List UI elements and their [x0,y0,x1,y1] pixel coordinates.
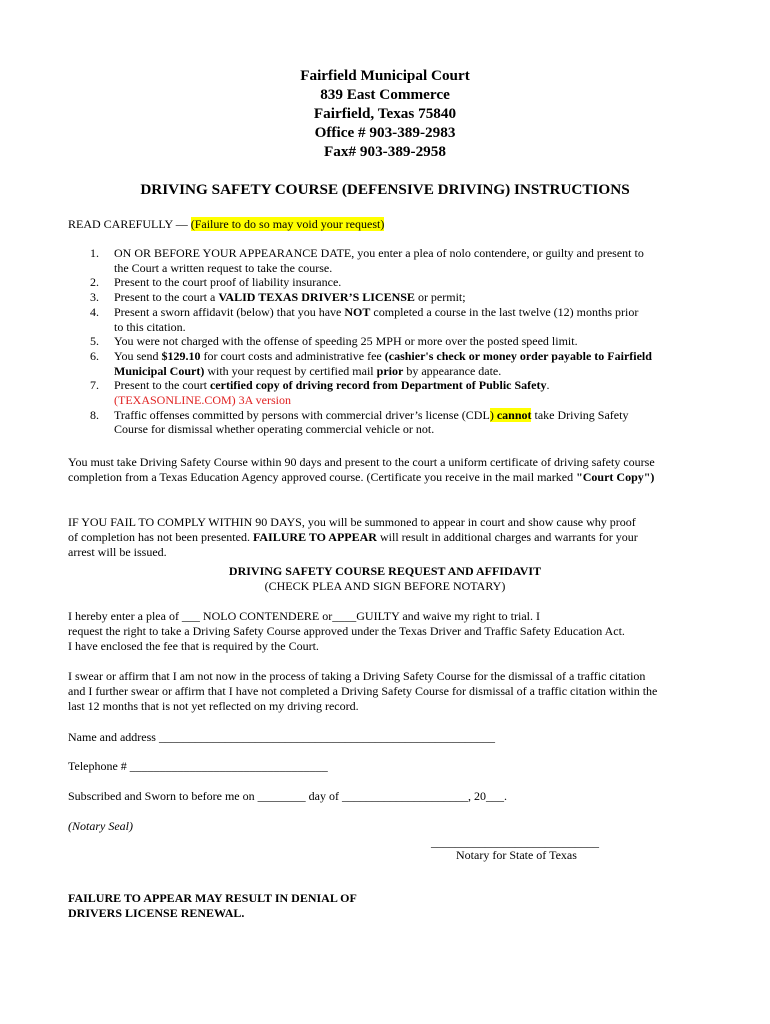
court-fax: Fax# 903-389-2958 [324,143,446,160]
list-item: 3. Present to the court a VALID TEXAS DRIVER’S LICENSE or permit; [90,290,466,305]
notary-signature-line[interactable]: ____________________________ [431,835,599,849]
failure-warning: FAILURE TO APPEAR MAY RESULT IN DENIAL OF DRIVERS LICENSE RENEWAL. [68,891,357,920]
court-header [0,66,770,161]
list-item: 1. ON OR BEFORE YOUR APPEARANCE DATE, you enter a plea of nolo contendere, or guilty and present to the Court a written request to take the course. [90,246,644,275]
warning-highlight: (Failure to do so may void your request) [190,217,385,231]
course-paragraph: You must take Driving Safety Course within 90 days and present to the court a uniform certificate of driving safety course completion from a Texas Education Agency approved course. (Certificate you receive in the mail marked "Court Copy") [68,455,655,484]
page-title: DRIVING SAFETY COURSE (DEFENSIVE DRIVING) INSTRUCTIONS [140,181,630,198]
dps-version-note: (TEXASONLINE.COM) 3A version [114,393,291,408]
list-item: 7. Present to the court certified copy of driving record from Department of Public Safety. (TEXASONLINE.COM) 3A version [90,378,550,408]
notary-label: Notary for State of Texas [456,848,577,862]
list-item: 8. Traffic offenses committed by persons with commercial driver’s license (CDL) cannot take Driving Safety Course for dismissal whether operating commercial vehicle or not. [90,407,629,437]
list-item: 6. You send $129.10 for court costs and administrative fee (cashier's check or money order payable to Fairfield Municipal Court) with your request by certified mail prior by appearance date. [90,348,652,378]
court-street: 839 East Commerce [320,86,450,103]
cannot-highlight: cannot [493,407,532,422]
sworn-statement: I swear or affirm that I am not now in the process of taking a Driving Safety Course for the dismissal of a traffic citation and I further swear or affirm that I have not completed a Driving Safety Course for dismissal of a traffic citation within the last 12 months that is not yet reflected on my driving record. [68,669,658,713]
subscribed-sworn-field[interactable]: Subscribed and Sworn to before me on ________ day of _____________________, 20___. [68,789,507,803]
read-carefully: READ CAREFULLY — (Failure to do so may void your request) [68,217,385,231]
list-item: 4. Present a sworn affidavit (below) that you have NOT completed a course in the last twelve (12) months prior to this citation. [90,304,639,334]
court-city: Fairfield, Texas 75840 [313,105,457,122]
list-item: 2. Present to the court proof of liability insurance. [90,275,342,290]
plea-paragraph: I hereby enter a plea of ___ NOLO CONTENDERE or____GUILTY and waive my right to trial. I request the right to take a Driving Safety Course approved under the Texas Driver and Traffic Safety Education Act. I have enclosed the fee that is required by the Court. [68,609,625,653]
notary-seal: (Notary Seal) [68,819,133,833]
list-item: 5. You were not charged with the offense of speeding 25 MPH or more over the posted speed limit. [90,334,578,349]
affidavit-subtitle: (CHECK PLEA AND SIGN BEFORE NOTARY) [264,579,506,593]
affidavit-title: DRIVING SAFETY COURSE REQUEST AND AFFIDAVIT [228,564,542,578]
court-office-phone: Office # 903-389-2983 [314,124,456,141]
instruction-list [68,246,708,437]
telephone-field[interactable]: Telephone # _________________________________ [68,759,328,773]
court-name: Fairfield Municipal Court [300,67,470,84]
plea-options[interactable]: I hereby enter a plea of ___ NOLO CONTENDERE or____GUILTY and waive my right to trial. I [68,609,540,623]
name-address-field[interactable]: Name and address ________________________________________________________ [68,730,495,744]
fail-to-comply-paragraph: IF YOU FAIL TO COMPLY WITHIN 90 DAYS, you will be summoned to appear in court and show cause why proof of completion has not been presented. FAILURE TO APPEAR will result in additional charges and warrants for your arrest will be issued. [68,515,638,559]
